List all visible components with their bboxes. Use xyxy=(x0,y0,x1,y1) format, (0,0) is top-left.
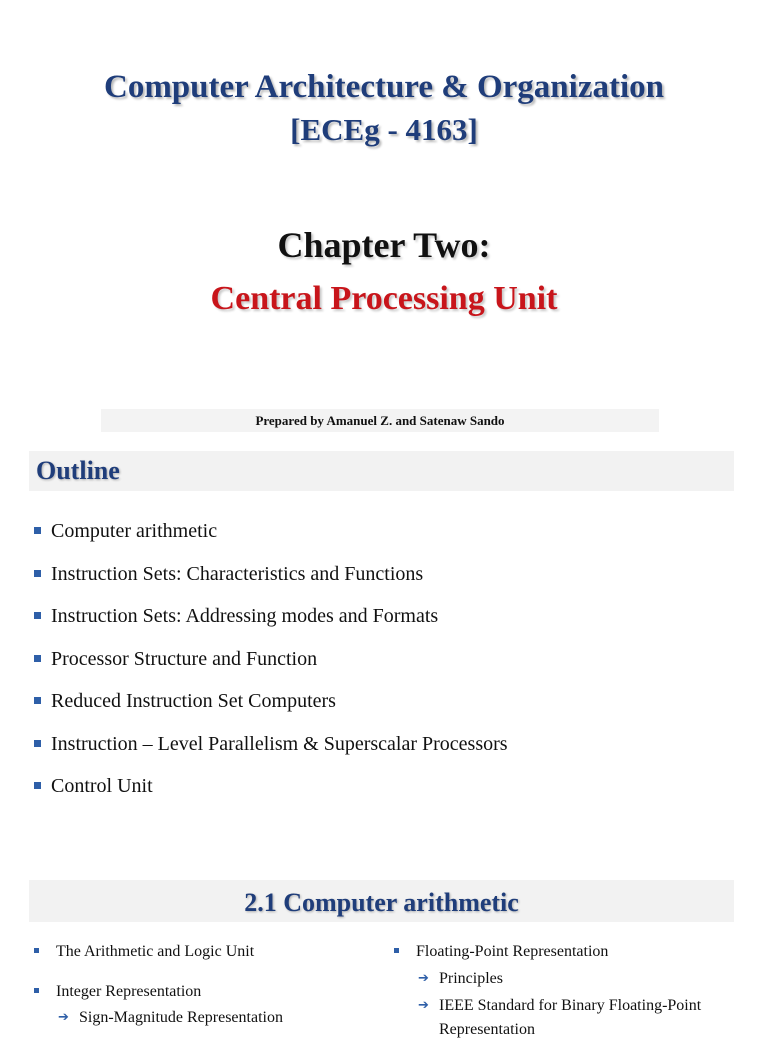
sub-list-item xyxy=(34,1006,364,1030)
right-column xyxy=(394,940,734,1042)
sub-list-item-line: IEEE Standard for Binary Floating-Point xyxy=(439,997,702,1014)
arrow-bullet-icon: ➔ xyxy=(418,971,429,986)
sub-list-item-text: Principles xyxy=(439,970,503,987)
list-item-text: Instruction Sets: Characteristics and Functions xyxy=(51,562,424,585)
list-item-text: Reduced Instruction Set Computers xyxy=(51,690,336,712)
list-item-text: The Arithmetic and Logic Unit xyxy=(56,943,255,960)
square-bullet-icon xyxy=(394,948,399,953)
sub-list-item xyxy=(394,994,734,1042)
prepared-by: Prepared by Amanuel Z. and Satenaw Sando xyxy=(101,409,659,432)
square-bullet-icon xyxy=(34,948,39,953)
chapter-heading: Chapter Two: xyxy=(277,225,491,265)
list-item xyxy=(34,728,508,771)
list-item-text: Instruction Sets: Addressing modes and Formats xyxy=(51,605,439,627)
list-item xyxy=(34,515,508,558)
outline-list xyxy=(34,515,508,813)
sub-list-item xyxy=(394,967,734,991)
outline-header-bar xyxy=(29,451,734,491)
list-item-text: Floating-Point Representation xyxy=(416,943,609,960)
course-title: Computer Architecture & Organization xyxy=(103,69,664,105)
sub-list-item-text xyxy=(439,994,701,1042)
arrow-bullet-icon: ➔ xyxy=(58,1010,69,1025)
list-item xyxy=(34,600,508,643)
square-bullet-icon xyxy=(34,612,41,619)
list-item xyxy=(394,940,734,964)
square-bullet-icon xyxy=(34,782,41,789)
arrow-bullet-icon: ➔ xyxy=(418,998,429,1013)
list-item-text: Control Unit xyxy=(51,775,153,797)
list-item xyxy=(34,643,508,686)
list-item-text: Instruction – Level Parallelism & Superscalar Processors xyxy=(51,732,508,755)
section-title: 2.1 Computer arithmetic xyxy=(244,888,519,917)
left-column xyxy=(34,940,364,1030)
list-item xyxy=(34,980,364,1004)
list-item-text: Computer arithmetic xyxy=(51,520,218,542)
course-code: [ECEg - 4163] xyxy=(290,112,478,147)
square-bullet-icon xyxy=(34,697,41,704)
list-item-text: Processor Structure and Function xyxy=(51,647,318,670)
sub-list-item-line: Representation xyxy=(439,1021,535,1038)
list-item xyxy=(34,770,508,813)
list-item xyxy=(34,558,508,601)
square-bullet-icon xyxy=(34,740,41,747)
square-bullet-icon xyxy=(34,527,41,534)
square-bullet-icon xyxy=(34,988,39,993)
list-item xyxy=(34,685,508,728)
sub-list-item-text: Sign-Magnitude Representation xyxy=(79,1009,283,1026)
list-item-text: Integer Representation xyxy=(56,983,202,1000)
square-bullet-icon xyxy=(34,570,41,577)
outline-title: Outline xyxy=(36,456,120,485)
list-item xyxy=(34,940,364,964)
square-bullet-icon xyxy=(34,655,41,662)
chapter-subtitle: Central Processing Unit xyxy=(210,280,558,317)
